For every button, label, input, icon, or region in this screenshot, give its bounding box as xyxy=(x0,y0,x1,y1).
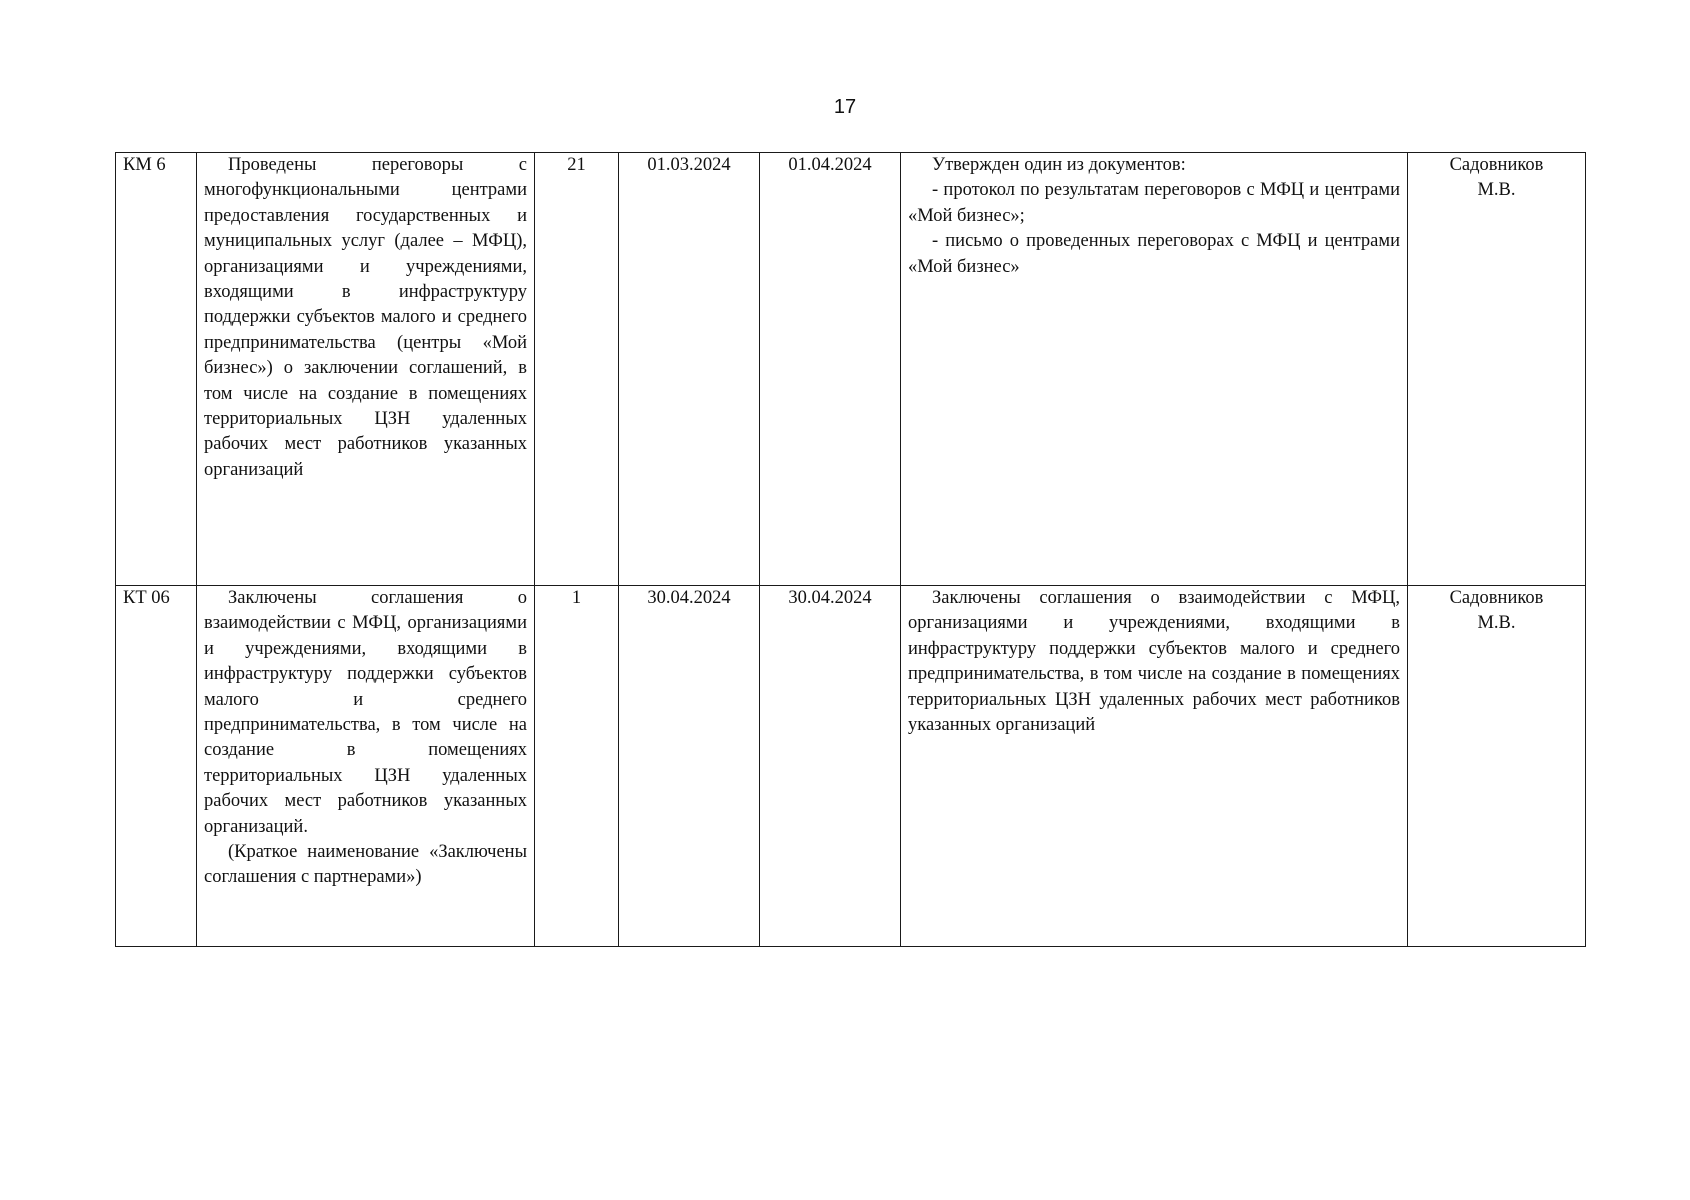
row-name-text: Проведены переговоры с многофункциональными центрами предоставления государственных и муниципальных услуг (далее – МФЦ), организациями и учреждениями, входящими в инфраструктуру поддержки субъектов малого и среднего предпринимательства (центры «Мой бизнес») о заключении соглашений, в том числе на создание в помещениях территориальных ЦЗН удаленных рабочих мест работников указанных организаций xyxy=(204,155,527,480)
row-code: КМ 6 xyxy=(116,153,197,586)
row-value: 21 xyxy=(535,153,619,586)
row-result xyxy=(901,586,1408,947)
row-name-note: (Краткое наименование «Заключены соглашения с партнерами») xyxy=(204,842,527,888)
row-start-date: 30.04.2024 xyxy=(619,586,760,947)
row-value: 1 xyxy=(535,586,619,947)
row-end-date: 01.04.2024 xyxy=(760,153,901,586)
row-result-item: - письмо о проведенных переговорах с МФЦ и центрами «Мой бизнес» xyxy=(908,231,1400,277)
row-code: КТ 06 xyxy=(116,586,197,947)
responsible-surname: Садовников xyxy=(1449,155,1544,175)
row-name xyxy=(197,586,535,947)
row-result-item: - протокол по результатам переговоров с МФЦ и центрами «Мой бизнес»; xyxy=(908,180,1400,226)
row-responsible xyxy=(1408,586,1586,947)
table-row xyxy=(116,153,1586,586)
row-responsible xyxy=(1408,153,1586,586)
row-end-date: 30.04.2024 xyxy=(760,586,901,947)
responsible-initials: М.В. xyxy=(1477,613,1516,634)
page-number: 17 xyxy=(833,96,857,118)
responsible-initials: М.В. xyxy=(1477,180,1516,201)
plan-table xyxy=(115,152,1586,947)
row-name xyxy=(197,153,535,586)
row-result-text: Заключены соглашения о взаимодействии с МФЦ, организациями и учреждениями, входящими в инфраструктуру поддержки субъектов малого и среднего предпринимательства, в том числе на создание в помещениях территориальных ЦЗН удаленных рабочих мест работников указанных организаций xyxy=(908,588,1400,736)
row-start-date: 01.03.2024 xyxy=(619,153,760,586)
table-row xyxy=(116,586,1586,947)
row-result-intro: Утвержден один из документов: xyxy=(932,155,1186,175)
row-name-text: Заключены соглашения о взаимодействии с МФЦ, организациями и учреждениями, входящими в инфраструктуру поддержки субъектов малого и среднего предпринимательства, в том числе на создание в помещениях территориальных ЦЗН удаленных рабочих мест работников указанных организаций. xyxy=(204,588,527,837)
row-result xyxy=(901,153,1408,586)
responsible-surname: Садовников xyxy=(1449,588,1544,608)
